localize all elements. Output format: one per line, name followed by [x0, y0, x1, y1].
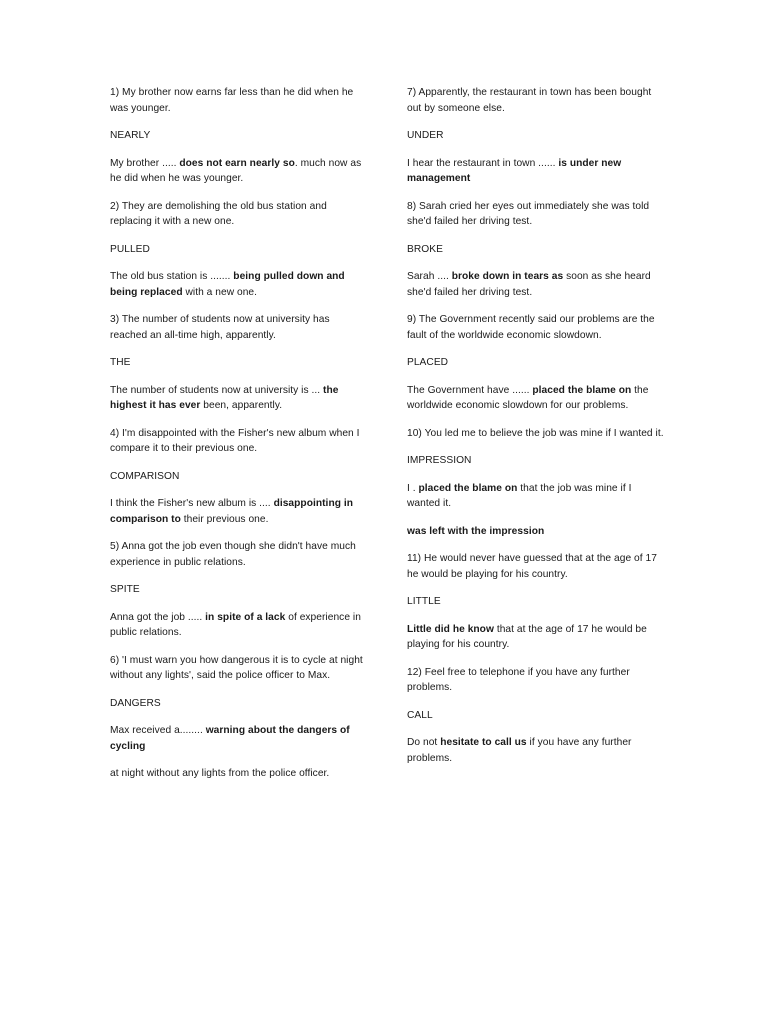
text-run: with a new one. — [182, 286, 258, 298]
answer-phrase: does not earn nearly so — [179, 157, 295, 169]
q4-sentence — [110, 426, 368, 457]
q7-answer — [407, 156, 667, 187]
text-run: 8) Sarah cried her eyes out immediately she was told she'd failed her driving test. — [407, 200, 650, 227]
q10-correct-answer — [407, 524, 667, 540]
q8-keyword — [407, 242, 667, 258]
q11-sentence — [407, 551, 667, 582]
text-run: been, apparently. — [200, 400, 283, 411]
text-run: 10) You led me to believe the job was mine if I wanted it. — [407, 427, 664, 439]
text-run: their previous one. — [180, 513, 269, 525]
text-run: . much now as he did when he was younger. — [110, 157, 362, 184]
text-run: LITTLE — [407, 596, 441, 607]
q2-answer — [110, 269, 368, 300]
text-run: 4) I'm disappointed with the Fisher's new album when I compare it to their previous one. — [110, 427, 360, 454]
answer-phrase: disappointing in comparison to — [110, 498, 354, 525]
answer-phrase: placed the blame on — [418, 482, 518, 494]
q3-answer — [110, 383, 368, 414]
answer-phrase: was left with the impression — [407, 525, 545, 537]
q12-answer — [407, 735, 667, 766]
text-run: soon as she heard she'd failed her driving test. — [407, 271, 651, 298]
text-run: 3) The number of students now at university has reached an all-time high, apparently. — [110, 314, 330, 341]
text-run: that at the age of 17 he would be playing for his country. — [407, 623, 647, 650]
q5-keyword — [110, 582, 368, 598]
text-run: Max received a........ — [110, 725, 206, 736]
text-run: I hear the restaurant in town ...... — [407, 157, 559, 169]
q6-answer — [110, 723, 368, 754]
text-run: 9) The Government recently said our problems are the fault of the worldwide economic slowdown. — [407, 314, 655, 341]
text-run: 11) He would never have guessed that at the age of 17 he would be playing for his country. — [407, 553, 657, 580]
left-column — [110, 85, 368, 794]
answer-phrase: broke down in tears as — [451, 271, 564, 282]
q3-keyword — [110, 355, 368, 371]
q9-answer — [407, 383, 667, 414]
q6-sentence — [110, 653, 368, 684]
text-run: the worldwide economic slowdown for our problems. — [407, 384, 649, 411]
answer-phrase: placed the blame on — [532, 384, 632, 396]
text-run: if you have any further problems. — [407, 737, 632, 764]
text-run: 7) Apparently, the restaurant in town has been bought out by someone else. — [407, 87, 652, 114]
text-run: COMPARISON — [110, 470, 180, 482]
q10-sentence — [407, 426, 667, 442]
q9-keyword — [407, 355, 667, 371]
q2-keyword — [110, 242, 368, 258]
q7-keyword — [407, 128, 667, 144]
q11-keyword — [407, 594, 667, 610]
q12-keyword — [407, 708, 667, 724]
text-run: DANGERS — [110, 697, 161, 709]
text-run: 2) They are demolishing the old bus station and replacing it with a new one. — [110, 200, 327, 227]
q5-answer — [110, 610, 368, 641]
answer-phrase: the highest it has ever — [110, 384, 339, 411]
q2-sentence — [110, 199, 368, 230]
q1-keyword — [110, 128, 368, 144]
text-run: PLACED — [407, 357, 449, 368]
text-run: I think the Fisher's new album is .... — [110, 498, 274, 509]
text-run: CALL — [407, 709, 433, 721]
text-run: IMPRESSION — [407, 455, 472, 466]
text-run: UNDER — [407, 130, 444, 141]
q1-answer — [110, 156, 368, 187]
text-run: THE — [110, 357, 131, 368]
answer-phrase: Little did he know — [407, 623, 494, 635]
q1-sentence — [110, 85, 368, 116]
q11-answer — [407, 622, 667, 653]
text-run: BROKE — [407, 243, 443, 255]
right-column — [407, 85, 667, 778]
answer-phrase: hesitate to call us — [440, 737, 527, 748]
q8-sentence — [407, 199, 667, 230]
text-run: Sarah .... — [407, 271, 452, 282]
text-run: The old bus station is ....... — [110, 271, 234, 282]
text-run: SPITE — [110, 584, 140, 595]
answer-phrase: warning about the dangers of cycling — [110, 725, 350, 752]
text-run: My brother ..... — [110, 157, 180, 169]
q5-sentence — [110, 539, 368, 570]
q6-keyword — [110, 696, 368, 712]
text-run: NEARLY — [110, 130, 151, 141]
text-run: PULLED — [110, 243, 150, 255]
text-run: 6) 'I must warn you how dangerous it is to cycle at night without any lights', said the police officer to Max. — [110, 654, 363, 681]
text-run: of experience in public relations. — [110, 611, 361, 638]
text-run: that the job was mine if I wanted it. — [407, 482, 632, 509]
q12-sentence — [407, 665, 667, 696]
answer-phrase: in spite of a lack — [205, 611, 286, 623]
q3-sentence — [110, 312, 368, 343]
text-run: at night without any lights from the police officer. — [110, 768, 330, 779]
answer-phrase: being pulled down and being replaced — [110, 271, 345, 298]
text-run: I . — [407, 482, 419, 494]
text-run: 5) Anna got the job even though she didn't have much experience in public relations. — [110, 541, 356, 568]
q8-answer — [407, 269, 667, 300]
text-run: The Government have ...... — [407, 384, 533, 396]
text-run: Anna got the job ..... — [110, 611, 206, 623]
q10-answer — [407, 481, 667, 512]
q7-sentence — [407, 85, 667, 116]
q10-keyword — [407, 453, 667, 469]
q4-answer — [110, 496, 368, 527]
text-run: 1) My brother now earns far less than he did when he was younger. — [110, 87, 354, 114]
text-run: 12) Feel free to telephone if you have any further problems. — [407, 666, 630, 693]
text-run: Do not — [407, 737, 441, 748]
q4-keyword — [110, 469, 368, 485]
q6-answer-continued — [110, 766, 368, 782]
answer-phrase: is under new management — [407, 157, 622, 184]
text-run: The number of students now at university is ... — [110, 384, 324, 396]
q9-sentence — [407, 312, 667, 343]
